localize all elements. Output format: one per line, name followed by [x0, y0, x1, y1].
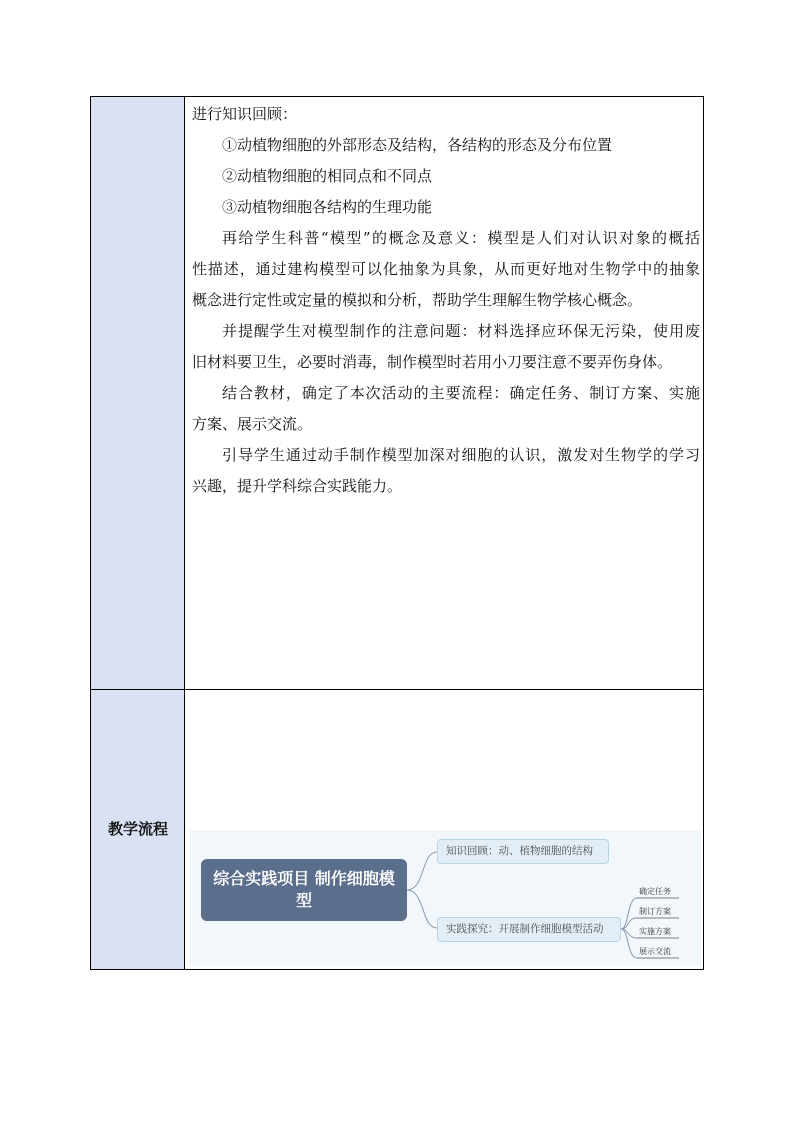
- paragraph-safety: [192, 316, 700, 378]
- table-row: [91, 97, 703, 690]
- mind-map-branch-practice: 实践探究：开展制作细胞模型活动: [437, 917, 621, 942]
- text-line: 引导学生通过动手制作模型加深对细胞的认识，激发对生物学的学习: [222, 446, 700, 464]
- text-line: 结合教材，确定了本次活动的主要流程：确定任务、制订方案、实施: [222, 384, 700, 402]
- mind-map-leaf: 制订方案: [639, 907, 671, 916]
- text-line: 再给学生科普“模型”的概念及意义：模型是人们对认识对象的概括: [222, 229, 700, 247]
- content-cell: [186, 97, 703, 689]
- text-line: 性描述，通过建构模型可以化抽象为具象，从而更好地对生物学中的抽象: [192, 260, 700, 278]
- mind-map-leaf: 确定任务: [639, 887, 671, 896]
- mind-map-leaf: 展示交流: [639, 947, 671, 956]
- text-line: 旧材料要卫生，必要时消毒，制作模型时若用小刀要注意不要弄伤身体。: [192, 353, 673, 371]
- paragraph-model-concept: [192, 223, 700, 316]
- paragraph-process: [192, 378, 700, 440]
- mind-map-root: 综合实践项目 制作细胞模型: [201, 859, 407, 921]
- text-line: 并提醒学生对模型制作的注意问题：材料选择应环保无污染，使用废: [222, 322, 700, 340]
- mind-map: [189, 830, 701, 966]
- text-line: 方案、展示交流。: [192, 415, 313, 433]
- text-line: 进行知识回顾：: [192, 105, 298, 123]
- text-line: ②动植物细胞的相同点和不同点: [222, 167, 433, 185]
- row-label-teaching-process: 教学流程: [107, 820, 168, 838]
- row-label-cell: [91, 97, 185, 689]
- table-row: [91, 690, 703, 969]
- text-line: ③动植物细胞各结构的生理功能: [222, 198, 433, 216]
- paragraph-item-2: [192, 161, 700, 192]
- text-line: ①动植物细胞的外部形态及结构，各结构的形态及分布位置: [222, 136, 613, 154]
- paragraph-item-1: [192, 130, 700, 161]
- text-line: 概念进行定性或定量的模拟和分析，帮助学生理解生物学核心概念。: [192, 291, 643, 309]
- row-label-cell: [91, 690, 185, 969]
- mind-map-leaf: 实施方案: [639, 927, 671, 936]
- lesson-table: [90, 96, 704, 970]
- mind-map-branch-review: 知识回顾：动、植物细胞的结构: [437, 839, 609, 864]
- paragraph-goal: [192, 440, 700, 502]
- text-line: 兴趣，提升学科综合实践能力。: [192, 477, 403, 495]
- paragraph-intro: [192, 99, 700, 130]
- paragraph-item-3: [192, 192, 700, 223]
